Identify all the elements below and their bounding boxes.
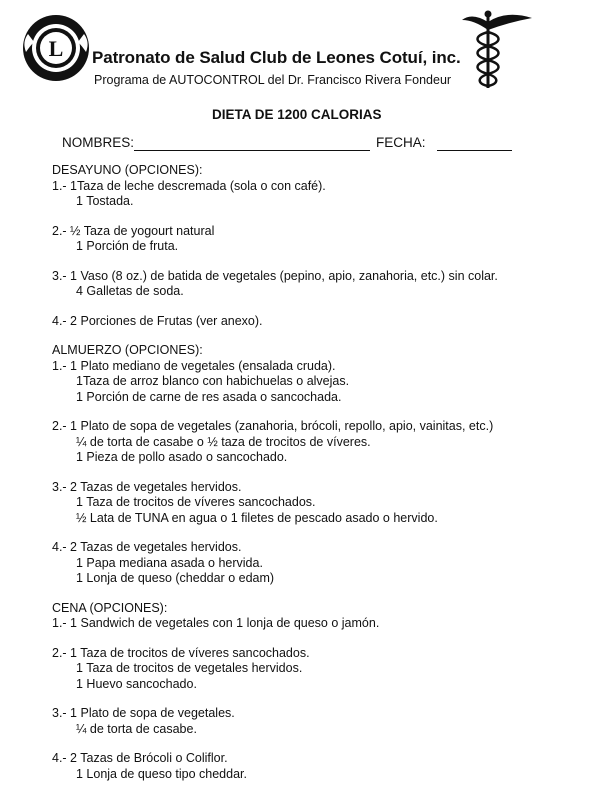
- option-item-line: 1 Tostada.: [76, 194, 134, 208]
- option-first-line: 3.- 1 Vaso (8 oz.) de batida de vegetales (pepino, apio, zanahoria, etc.) sin colar.: [52, 268, 498, 283]
- option-item-line: 1 Taza de trocitos de vegetales hervidos.: [76, 661, 303, 675]
- option-first-line: 3.- 1 Plato de sopa de vegetales.: [52, 706, 235, 720]
- option-item-line: 4 Galletas de soda.: [76, 284, 184, 298]
- diet-option: [52, 419, 572, 466]
- section-spacer: [52, 587, 572, 601]
- option-item-line: ¼ de torta de casabe o ½ taza de trocitos de víveres.: [76, 434, 371, 449]
- option-item-line: 1 Pieza de pollo asado o sancochado.: [76, 450, 288, 464]
- option-spacer: [52, 737, 572, 751]
- option-item-line: 1 Porción de carne de res asada o sancochada.: [76, 389, 342, 404]
- diet-option: [52, 224, 572, 255]
- diet-title: DIETA DE 1200 CALORIAS: [212, 107, 382, 122]
- program-subtitle: Programa de AUTOCONTROL del Dr. Francisco Rivera Fondeur: [94, 73, 452, 87]
- option-spacer: [52, 692, 572, 706]
- option-first-line: 2.- 1 Plato de sopa de vegetales (zanahoria, brócoli, repollo, apio, vainitas, etc.): [52, 419, 494, 433]
- option-item-line: ½ Lata de TUNA en agua o 1 filetes de pescado asado o hervido.: [76, 510, 438, 525]
- option-first-line: 4.- 2 Tazas de Brócoli o Coliflor.: [52, 751, 228, 765]
- diet-option: [52, 751, 572, 782]
- diet-option: [52, 480, 572, 527]
- option-spacer: [52, 526, 572, 540]
- svg-text:L: L: [48, 36, 64, 61]
- option-item-line: 1 Lonja de queso tipo cheddar.: [76, 766, 247, 781]
- section-spacer: [52, 329, 572, 343]
- option-first-line: 1.- 1 Plato mediano de vegetales (ensalada cruda).: [52, 358, 336, 373]
- date-blank-field[interactable]: [437, 150, 512, 151]
- date-label: FECHA:: [376, 135, 426, 150]
- organization-name: Patronato de Salud Club de Leones Cotuí, inc.: [92, 48, 461, 67]
- diet-option: [52, 179, 572, 210]
- option-spacer: [52, 300, 572, 314]
- section-heading: ALMUERZO (OPCIONES):: [52, 343, 203, 357]
- diet-option: [52, 616, 572, 632]
- diet-options-content: [52, 163, 572, 782]
- diet-option: [52, 706, 572, 737]
- option-spacer: [52, 405, 572, 419]
- diet-option: [52, 540, 572, 587]
- name-blank-field[interactable]: [134, 150, 370, 151]
- section-heading: DESAYUNO (OPCIONES):: [52, 163, 203, 177]
- lions-club-emblem-icon: [20, 12, 92, 84]
- caduceus-icon: [462, 8, 534, 90]
- diet-option: [52, 646, 572, 693]
- diet-option: [52, 314, 572, 330]
- option-first-line: 4.- 2 Porciones de Frutas (ver anexo).: [52, 313, 263, 328]
- name-label: NOMBRES:: [62, 135, 135, 150]
- option-first-line: 3.- 2 Tazas de vegetales hervidos.: [52, 479, 242, 494]
- option-spacer: [52, 632, 572, 646]
- option-item-line: 1 Huevo sancochado.: [76, 676, 197, 691]
- diet-option: [52, 269, 572, 300]
- option-item-line: 1Taza de arroz blanco con habichuelas o alvejas.: [76, 374, 350, 388]
- option-item-line: 1 Porción de fruta.: [76, 239, 179, 253]
- option-item-line: 1 Papa mediana asada o hervida.: [76, 555, 263, 570]
- option-spacer: [52, 210, 572, 224]
- option-spacer: [52, 466, 572, 480]
- option-item-line: 1 Lonja de queso (cheddar o edam): [76, 571, 275, 585]
- option-item-line: ¼ de torta de casabe.: [76, 721, 197, 736]
- option-first-line: 2.- ½ Taza de yogourt natural: [52, 223, 215, 238]
- option-first-line: 2.- 1 Taza de trocitos de víveres sancochados.: [52, 645, 310, 660]
- option-first-line: 1.- 1 Sandwich de vegetales con 1 lonja de queso o jamón.: [52, 616, 380, 630]
- option-item-line: 1 Taza de trocitos de víveres sancochados.: [76, 495, 316, 509]
- name-date-line: [62, 135, 522, 153]
- diet-option: [52, 359, 572, 406]
- option-spacer: [52, 255, 572, 269]
- option-first-line: 4.- 2 Tazas de vegetales hervidos.: [52, 540, 242, 554]
- section-heading: CENA (OPCIONES):: [52, 600, 168, 615]
- option-first-line: 1.- 1Taza de leche descremada (sola o con café).: [52, 178, 326, 193]
